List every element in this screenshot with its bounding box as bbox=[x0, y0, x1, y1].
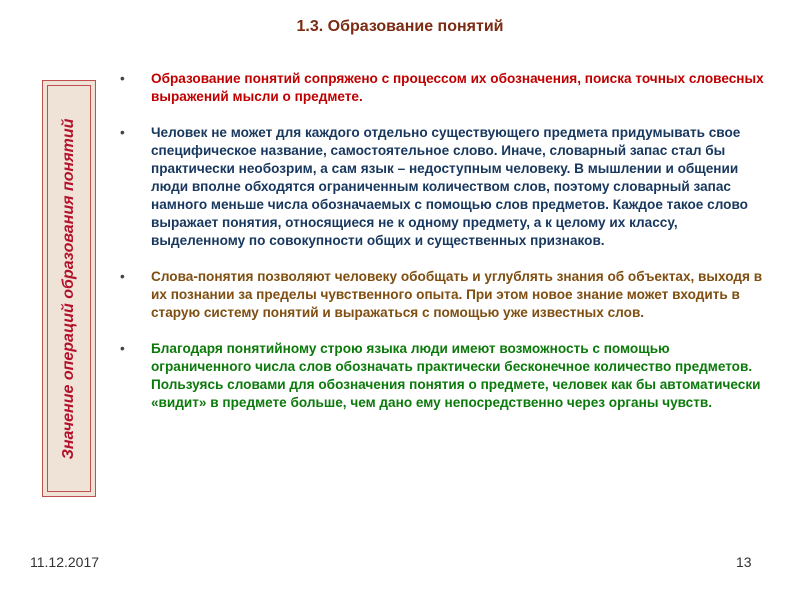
bullet-item-2 bbox=[116, 124, 766, 250]
bullet-text-2: Человек не может для каждого отдельно существующего предмета придумывать свое специфическое название, самостоятельное слово. Иначе, словарный запас стал бы практически необозрим, а сам язык – недоступным человеку. В мышлении и общении люди вполне обходятся ограниченным количеством слов, поэтому словарный запас намного меньше числа обозначаемых с помощью слов предметов. Каждое такое слово выражает понятия, относящиеся не к одному предмету, а к целому их классу, выделенному по совокупности общих и существенных признаков. bbox=[151, 125, 748, 248]
bullet-list bbox=[116, 70, 766, 412]
bullet-dot-icon: • bbox=[120, 125, 125, 140]
side-label-box bbox=[42, 80, 96, 497]
footer-date: 11.12.2017 bbox=[30, 554, 100, 570]
slide-title: 1.3. Образование понятий bbox=[296, 18, 504, 35]
side-label-text: Значение операций образования понятий bbox=[60, 118, 77, 459]
bullet-dot-icon: • bbox=[120, 341, 125, 356]
bullet-text-4: Благодаря понятийному строю языка люди имеют возможность с помощью ограниченного числа слов обозначать практически бесконечное количество предметов. Пользуясь словами для обозначения понятия о предмете, человек как бы автоматически «видит» в предмете больше, чем дано ему непосредственно через органы чувств. bbox=[151, 341, 761, 410]
bullet-dot-icon: • bbox=[120, 269, 125, 284]
bullet-item-1 bbox=[116, 70, 766, 106]
bullet-dot-icon: • bbox=[120, 71, 125, 86]
bullet-item-3 bbox=[116, 268, 766, 322]
bullet-text-1: Образование понятий сопряжено с процессом их обозначения, поиска точных словесных выражений мысли о предмете. bbox=[151, 71, 764, 104]
bullet-text-3: Слова-понятия позволяют человеку обобщать и углублять знания об объектах, выходя в их познании за пределы чувственного опыта. При этом новое знание может входить в старую систему понятий и выражаться с помощью уже известных слов. bbox=[151, 269, 763, 320]
bullet-item-4 bbox=[116, 340, 766, 412]
footer-page-number: 13 bbox=[736, 554, 752, 570]
